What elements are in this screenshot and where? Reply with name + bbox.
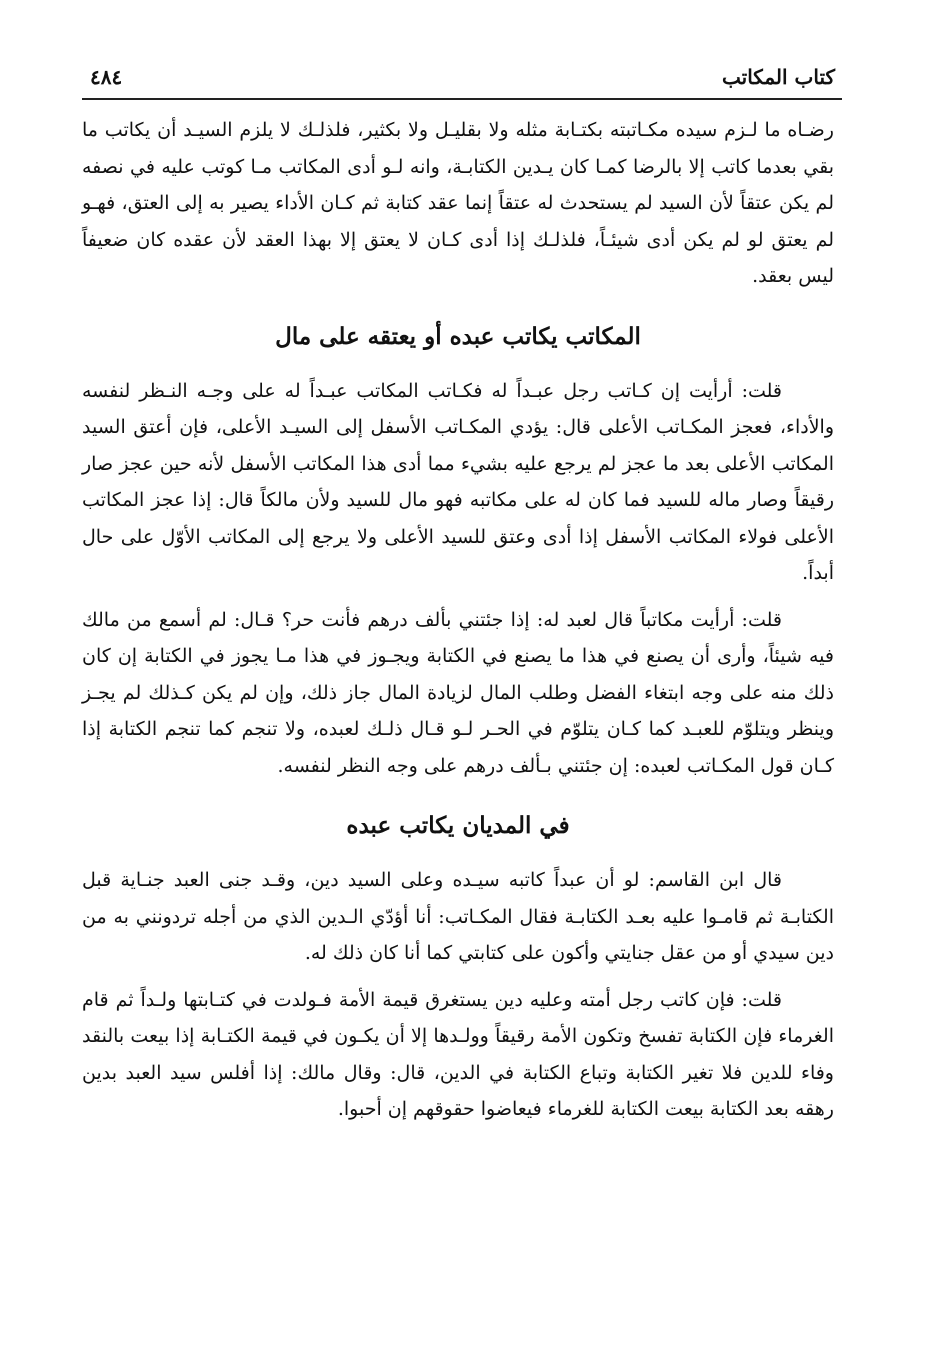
paragraph-2: قلت: أرأيت إن كـاتب رجل عبـداً له فكـاتب المكاتب عبـداً له على وجـه النـظر لنفسه والأداء، فعجز المكـاتب الأعلى قال: يؤدي المكـاتب الأسفل إلى السيـد الأعلى، فإن أعتق السيد المكاتب الأعلى بعد ما عجز لم يرجع عليه بشيء مما أدى هذا المكاتب الأسفل لأنه حين عجز صار رقيقاً وصار ماله للسيد فما كان له على مكاتبه فهو مال للسيد ولأن مالكاً قال: إذا عجز المكاتب الأعلى فولاء المكاتب الأسفل إذا أدى وعتق للسيد الأعلى ولا يرجع إلى المكاتب الأوّل على حال أبداً. [82,379,834,584]
section-heading-1: المكاتب يكاتب عبده أو يعتقه على مال [275,322,641,350]
paragraph-4: قال ابن القاسم: لو أن عبداً كاتبه سيـده وعلى السيد دين، وقـد جنى العبد جنـاية قبل الكتابـة ثم قامـوا عليه بعـد الكتابـة فقال المكـاتب: أنا أؤدّي الـدين الذي من أجله تردونني به من دين سيدي أو من عقل جنايتي وأكون على كتابتي كما أنا كان ذلك له. [82,869,834,964]
header-divider [82,98,842,100]
page-body [82,112,834,1138]
paragraph-5: قلت: فإن كاتب رجل أمته وعليه دين يستغرق قيمة الأمة فـولدت في كتـابتها ولـداً ثم قام الغرماء فإن الكتابة تفسخ وتكون الأمة رقيقاً وولـدها إلا أن يكـون في قيمة الكتـابة إذا بيعت بالنقد وفاء للدين فلا تغير الكتابة وتباع الكتابة في الدين، قال: وقال مالك: إذا أفلس سيد العبد بدين رهقه بعد الكتابة بيعت الكتابة للغرماء فيعاضوا حقوقهم إن أحبوا. [82,988,834,1120]
paragraph-1: رضـاه ما لـزم سيده مكـاتبته بكتـابة مثله ولا بقليـل ولا بكثير، فلذلـك لا يلزم السيـد أن يكاتب ما بقي بعدما كاتب إلا بالرضا كمـا كان يـدين الكتابـة، وانه لـو أدى المكاتب مـا كوتب عليه في نصفه لم يكن عتقاً لأن السيد لم يستحدث له عتقاً إنما عقد كتابة ثم كـان الأداء يصير به إلى العتق، فهـو لم يعتق لو لم يكن أدى شيئـاً، فلذلـك إذا أدى كـان لا يعتق إلا بهذا العقد لأن عقده كان ضعيفاً ليس بعقد. [82,119,834,287]
page-header [90,60,835,94]
paragraph-3: قلت: أرأيت مكاتباً قال لعبد له: إذا جئتني بألف درهم فأنت حر؟ قـال: لم أسمع من مالك فيه شيئاً، وأرى أن يصنع في هذا ما يصنع في الكتابة ويجـوز في هذا مـا يجوز في الكتابة إن كان ذلك منه على وجه ابتغاء الفضل وطلب المال لزيادة المال جاز ذلك، وإن لم يكن كـذلك لم يجـز وينظر ويتلوّم للعبـد كما كـان يتلوّم في الحـر لـو قـال ذلـك لعبده، ولا تنجم كما تنجم الكتابة إذا كـان قول المكـاتب لعبده: إن جئتني بـألف درهم على وجه النظر لنفسه. [82,608,834,777]
section-heading-2: في المديان يكاتب عبده [346,812,570,839]
running-title: كتاب المكاتب [722,65,835,89]
page-number: ٤٨٤ [90,65,123,89]
